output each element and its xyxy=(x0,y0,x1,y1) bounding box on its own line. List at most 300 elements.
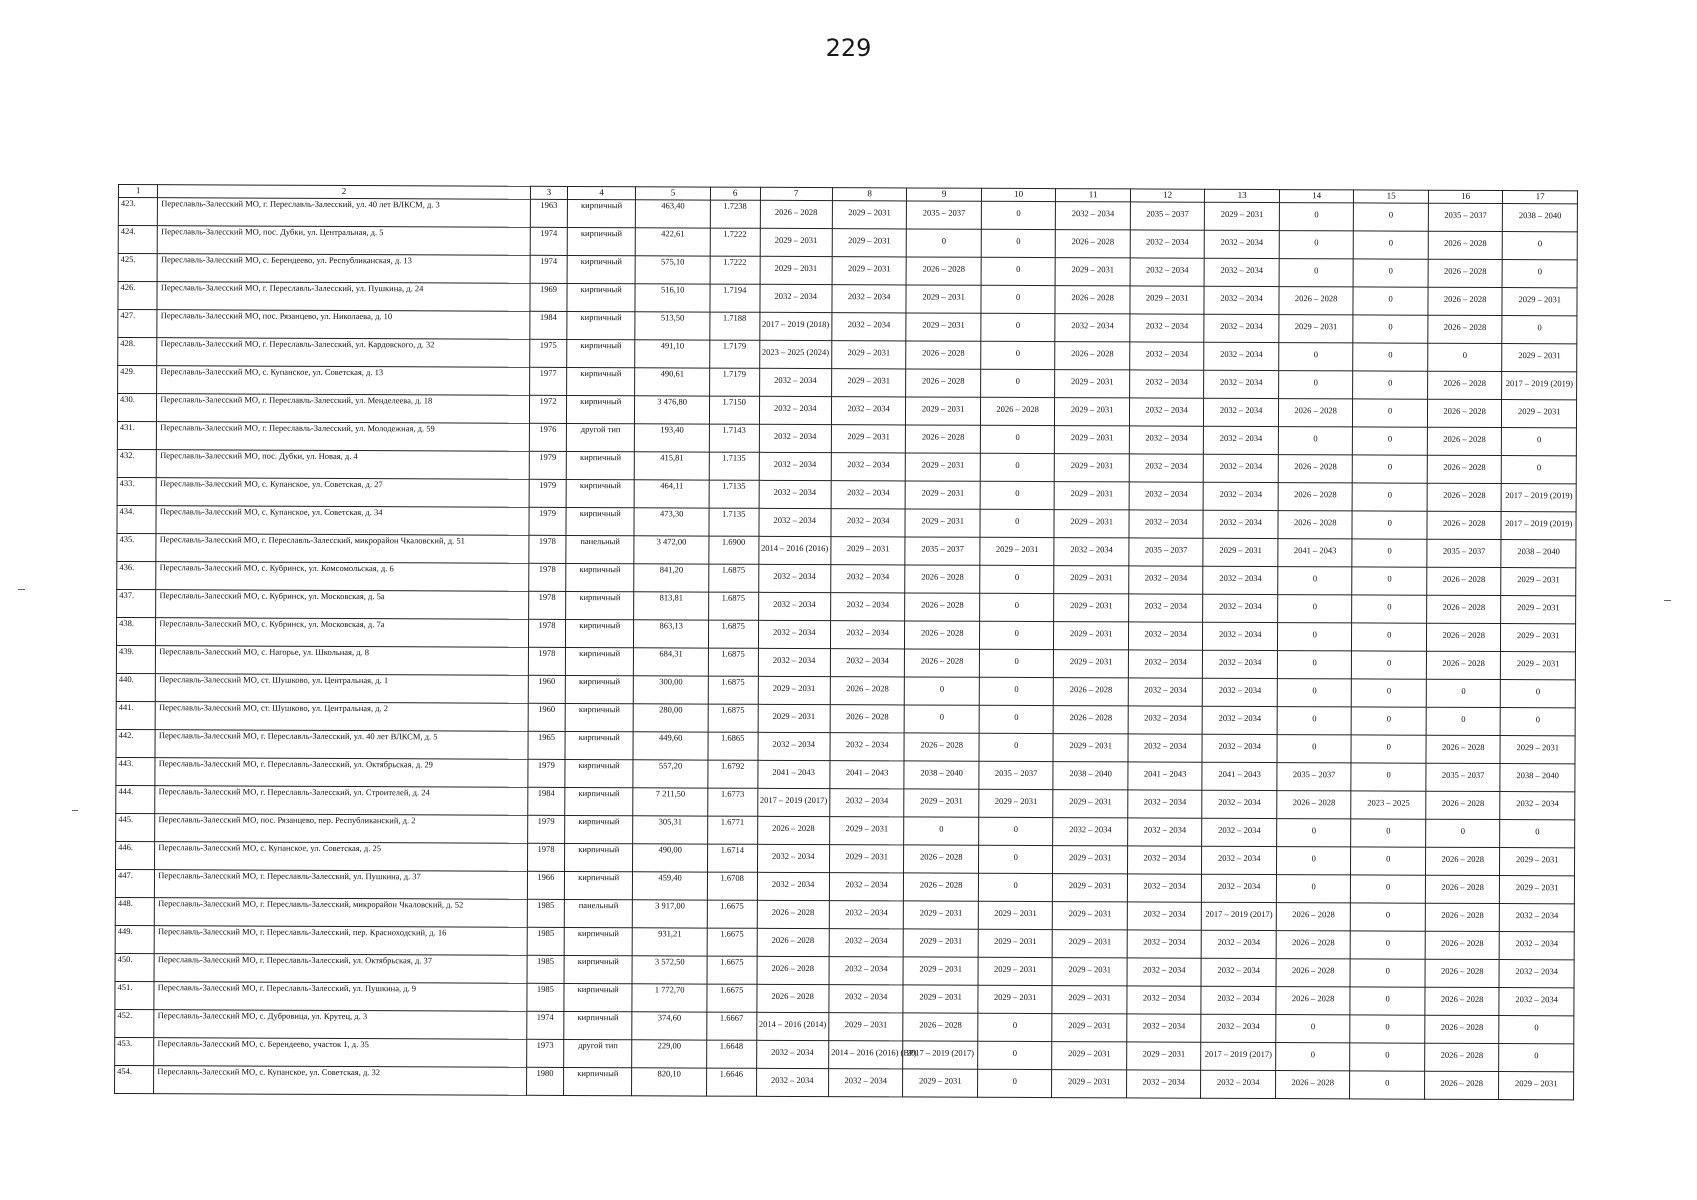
cell-works-col-9: 0 xyxy=(904,817,979,845)
cell-wall-material: другой тип xyxy=(566,423,634,451)
cell-works-col-15: 0 xyxy=(1350,959,1425,987)
cell-works-col-17: 2029 – 2031 xyxy=(1501,568,1576,596)
cell-works-col-17: 0 xyxy=(1502,316,1577,344)
cell-works-col-16: 2026 – 2028 xyxy=(1424,1071,1499,1099)
cell-works-col-14: 2026 – 2028 xyxy=(1277,791,1352,819)
cell-works-col-11: 2032 – 2034 xyxy=(1055,314,1130,342)
cell-priority-coefficient: 1.6675 xyxy=(707,900,757,928)
cell-works-col-10: 2029 – 2031 xyxy=(978,901,1053,929)
cell-works-col-16: 2026 – 2028 xyxy=(1426,735,1501,763)
cell-works-col-16: 2026 – 2028 xyxy=(1425,959,1500,987)
cell-works-col-9: 2029 – 2031 xyxy=(904,901,979,929)
cell-works-col-14: 2026 – 2028 xyxy=(1279,287,1354,315)
cell-address: Переславль-Залесский МО, г. Переславль-Залесский, ул. Кардовского, д. 32 xyxy=(157,338,530,368)
cell-wall-material: кирпичный xyxy=(566,591,634,619)
cell-build-year: 1985 xyxy=(527,983,564,1011)
cell-works-col-8: 2029 – 2031 xyxy=(832,369,907,397)
cell-works-col-13: 2032 – 2034 xyxy=(1202,930,1277,958)
cell-works-col-16: 2035 – 2037 xyxy=(1427,539,1502,567)
cell-priority-coefficient: 1.7194 xyxy=(710,284,760,312)
cell-works-col-15: 0 xyxy=(1350,1071,1425,1099)
cell-works-col-11: 2029 – 2031 xyxy=(1052,958,1127,986)
cell-works-col-12: 2032 – 2034 xyxy=(1129,398,1204,426)
column-header: 9 xyxy=(907,188,982,201)
cell-works-col-17: 2038 – 2040 xyxy=(1500,764,1575,792)
cell-address: Переславль-Залесский МО, г. Переславль-Залесский, ул. Пушкина, д. 24 xyxy=(157,282,530,312)
cell-works-col-9: 2029 – 2031 xyxy=(903,985,978,1013)
cell-works-col-12: 2032 – 2034 xyxy=(1127,1014,1202,1042)
cell-works-col-13: 2032 – 2034 xyxy=(1205,230,1280,258)
cell-works-col-7: 2026 – 2028 xyxy=(757,900,830,928)
cell-works-col-14: 2026 – 2028 xyxy=(1275,1071,1350,1099)
cell-area: 193,40 xyxy=(635,424,710,452)
cell-wall-material: кирпичный xyxy=(567,255,635,283)
column-header: 3 xyxy=(530,186,567,199)
cell-works-col-13: 2029 – 2031 xyxy=(1205,202,1280,230)
cell-works-col-16: 2026 – 2028 xyxy=(1426,791,1501,819)
cell-works-col-13: 2032 – 2034 xyxy=(1202,846,1277,874)
cell-works-col-15: 0 xyxy=(1351,847,1426,875)
cell-works-col-12: 2032 – 2034 xyxy=(1128,706,1203,734)
cell-works-col-13: 2032 – 2034 xyxy=(1201,1070,1276,1098)
cell-works-col-10: 0 xyxy=(981,313,1056,341)
cell-area: 863,13 xyxy=(634,620,709,648)
cell-wall-material: кирпичный xyxy=(566,563,634,591)
cell-row-number: 444. xyxy=(116,785,155,813)
cell-works-col-13: 2017 – 2019 (2017) xyxy=(1202,902,1277,930)
cell-works-col-12: 2032 – 2034 xyxy=(1127,958,1202,986)
cell-works-col-12: 2032 – 2034 xyxy=(1129,426,1204,454)
cell-works-col-10: 0 xyxy=(981,229,1056,257)
cell-works-col-8: 2029 – 2031 xyxy=(830,817,905,845)
cell-area: 841,20 xyxy=(634,564,709,592)
cell-works-col-12: 2032 – 2034 xyxy=(1128,622,1203,650)
cell-works-col-7: 2014 – 2016 (2016) xyxy=(758,536,831,564)
cell-address: Переславль-Залесский МО, г. Переславль-Залесский, ул. 40 лет ВЛКСМ, д. 5 xyxy=(155,730,528,760)
cell-works-col-7: 2029 – 2031 xyxy=(758,676,831,704)
cell-build-year: 1980 xyxy=(526,1067,563,1095)
cell-works-col-8: 2032 – 2034 xyxy=(829,873,904,901)
cell-works-col-8: 2032 – 2034 xyxy=(829,929,904,957)
cell-build-year: 1965 xyxy=(528,731,565,759)
cell-works-col-12: 2032 – 2034 xyxy=(1127,902,1202,930)
cell-works-col-17: 2038 – 2040 xyxy=(1501,540,1576,568)
cell-priority-coefficient: 1.6875 xyxy=(708,704,758,732)
cell-works-col-12: 2032 – 2034 xyxy=(1129,594,1204,622)
cell-works-col-7: 2032 – 2034 xyxy=(759,284,832,312)
cell-works-col-11: 2029 – 2031 xyxy=(1053,790,1128,818)
cell-works-col-11: 2029 – 2031 xyxy=(1052,986,1127,1014)
cell-works-col-15: 0 xyxy=(1352,651,1427,679)
cell-works-col-11: 2029 – 2031 xyxy=(1055,482,1130,510)
cell-works-col-17: 2029 – 2031 xyxy=(1501,652,1576,680)
cell-works-col-8: 2029 – 2031 xyxy=(832,257,907,285)
cell-works-col-15: 0 xyxy=(1353,483,1428,511)
cell-row-number: 425. xyxy=(118,254,157,282)
cell-priority-coefficient: 1.7179 xyxy=(710,340,760,368)
cell-address: Переславль-Залесский МО, г. Переславль-Залесский, пер. Красноходский, д. 16 xyxy=(154,926,527,956)
cell-works-col-15: 0 xyxy=(1351,931,1426,959)
cell-row-number: 432. xyxy=(117,449,156,477)
cell-address: Переславль-Залесский МО, г. Переславль-Залесский, ул. 40 лет ВЛКСМ, д. 3 xyxy=(158,198,531,228)
cell-build-year: 1979 xyxy=(528,759,565,787)
cell-works-col-13: 2032 – 2034 xyxy=(1204,342,1279,370)
cell-works-col-16: 2026 – 2028 xyxy=(1425,1043,1500,1071)
cell-works-col-8: 2041 – 2043 xyxy=(830,761,905,789)
cell-works-col-9: 2029 – 2031 xyxy=(903,1069,978,1097)
cell-works-col-12: 2032 – 2034 xyxy=(1128,790,1203,818)
cell-priority-coefficient: 1.7135 xyxy=(709,480,759,508)
cell-works-col-8: 2029 – 2031 xyxy=(832,201,907,229)
cell-area: 374,60 xyxy=(632,1012,707,1040)
cell-works-col-17: 0 xyxy=(1499,1016,1574,1044)
cell-works-col-10: 0 xyxy=(981,201,1056,229)
cell-row-number: 450. xyxy=(115,953,154,981)
cell-works-col-17: 2029 – 2031 xyxy=(1500,736,1575,764)
cell-works-col-8: 2032 – 2034 xyxy=(830,789,905,817)
cell-works-col-9: 2029 – 2031 xyxy=(906,285,981,313)
cell-build-year: 1972 xyxy=(529,395,566,423)
cell-area: 3 917,00 xyxy=(633,900,708,928)
cell-works-col-7: 2032 – 2034 xyxy=(759,424,832,452)
cell-works-col-14: 0 xyxy=(1276,847,1351,875)
cell-works-col-17: 2032 – 2034 xyxy=(1500,904,1575,932)
cell-works-col-11: 2026 – 2028 xyxy=(1055,342,1130,370)
cell-works-col-12: 2035 – 2037 xyxy=(1130,202,1205,230)
cell-build-year: 1979 xyxy=(529,451,566,479)
column-header: 8 xyxy=(832,188,907,201)
cell-works-col-8: 2029 – 2031 xyxy=(829,1013,904,1041)
cell-works-col-14: 0 xyxy=(1279,343,1354,371)
cell-works-col-8: 2032 – 2034 xyxy=(829,957,904,985)
cell-works-col-12: 2032 – 2034 xyxy=(1127,846,1202,874)
cell-wall-material: кирпичный xyxy=(564,955,632,983)
cell-row-number: 433. xyxy=(117,477,156,505)
cell-works-col-17: 2029 – 2031 xyxy=(1501,596,1576,624)
cell-works-col-16: 2026 – 2028 xyxy=(1428,231,1503,259)
column-header: 10 xyxy=(981,188,1056,201)
cell-works-col-15: 0 xyxy=(1354,231,1429,259)
cell-works-col-12: 2032 – 2034 xyxy=(1128,650,1203,678)
cell-works-col-15: 0 xyxy=(1353,399,1428,427)
cell-works-col-8: 2032 – 2034 xyxy=(831,481,906,509)
cell-works-col-7: 2032 – 2034 xyxy=(758,508,831,536)
cell-address: Переславль-Залесский МО, г. Переславль-Залесский, ул. Октябрьская, д. 37 xyxy=(154,954,527,984)
cell-works-col-14: 0 xyxy=(1278,427,1353,455)
cell-area: 415,81 xyxy=(635,452,710,480)
cell-works-col-13: 2032 – 2034 xyxy=(1204,426,1279,454)
cell-works-col-14: 0 xyxy=(1277,651,1352,679)
cell-works-col-7: 2026 – 2028 xyxy=(757,816,830,844)
cell-works-col-9: 2029 – 2031 xyxy=(906,313,981,341)
cell-works-col-15: 0 xyxy=(1353,343,1428,371)
cell-works-col-11: 2029 – 2031 xyxy=(1054,566,1129,594)
cell-works-col-10: 0 xyxy=(981,341,1056,369)
cell-works-col-15: 0 xyxy=(1352,623,1427,651)
column-header: 4 xyxy=(567,186,635,199)
cell-works-col-11: 2026 – 2028 xyxy=(1055,286,1130,314)
cell-row-number: 429. xyxy=(118,366,157,394)
cell-works-col-16: 2026 – 2028 xyxy=(1425,875,1500,903)
cell-row-number: 449. xyxy=(115,925,154,953)
cell-works-col-14: 2026 – 2028 xyxy=(1276,987,1351,1015)
cell-works-col-7: 2041 – 2043 xyxy=(757,760,830,788)
cell-works-col-9: 2035 – 2037 xyxy=(907,201,982,229)
cell-wall-material: кирпичный xyxy=(565,647,633,675)
table-row xyxy=(115,1065,1574,1099)
cell-works-col-14: 0 xyxy=(1277,819,1352,847)
cell-wall-material: кирпичный xyxy=(565,759,633,787)
cell-works-col-14: 2026 – 2028 xyxy=(1278,511,1353,539)
cell-build-year: 1975 xyxy=(530,339,567,367)
cell-area: 280,00 xyxy=(633,704,708,732)
cell-works-col-14: 0 xyxy=(1279,203,1354,231)
cell-row-number: 438. xyxy=(116,617,155,645)
cell-works-col-17: 0 xyxy=(1503,232,1578,260)
cell-priority-coefficient: 1.6792 xyxy=(708,760,758,788)
cell-priority-coefficient: 1.6771 xyxy=(707,816,757,844)
cell-works-col-8: 2032 – 2034 xyxy=(829,901,904,929)
cell-works-col-10: 0 xyxy=(979,733,1054,761)
cell-works-col-16: 0 xyxy=(1426,679,1501,707)
cell-area: 1 772,70 xyxy=(632,984,707,1012)
cell-priority-coefficient: 1.6900 xyxy=(709,536,759,564)
cell-works-col-9: 2029 – 2031 xyxy=(903,957,978,985)
cell-area: 3 572,50 xyxy=(632,956,707,984)
cell-address: Переславль-Залесский МО, г. Переславль-Залесский, ул. Строителей, д. 24 xyxy=(155,786,528,816)
column-header: 5 xyxy=(636,187,711,200)
cell-works-col-11: 2029 – 2031 xyxy=(1053,930,1128,958)
cell-works-col-12: 2032 – 2034 xyxy=(1130,230,1205,258)
cell-works-col-11: 2029 – 2031 xyxy=(1053,734,1128,762)
cell-row-number: 446. xyxy=(116,841,155,869)
cell-works-col-13: 2032 – 2034 xyxy=(1201,1014,1276,1042)
cell-works-col-12: 2032 – 2034 xyxy=(1128,678,1203,706)
cell-address: Переславль-Залесский МО, с. Кубринск, ул. Комсомольская, д. 6 xyxy=(156,562,529,592)
cell-works-col-16: 2026 – 2028 xyxy=(1427,427,1502,455)
cell-works-col-8: 2029 – 2031 xyxy=(831,425,906,453)
cell-works-col-13: 2029 – 2031 xyxy=(1203,538,1278,566)
cell-works-col-7: 2026 – 2028 xyxy=(757,956,830,984)
cell-works-col-16: 2026 – 2028 xyxy=(1427,455,1502,483)
cell-priority-coefficient: 1.7135 xyxy=(709,452,759,480)
cell-priority-coefficient: 1.7238 xyxy=(710,200,760,228)
cell-works-col-12: 2032 – 2034 xyxy=(1129,566,1204,594)
cell-works-col-7: 2032 – 2034 xyxy=(757,872,830,900)
cell-works-col-13: 2032 – 2034 xyxy=(1202,734,1277,762)
cell-works-col-9: 2026 – 2028 xyxy=(903,1013,978,1041)
cell-wall-material: кирпичный xyxy=(567,395,635,423)
cell-build-year: 1984 xyxy=(530,311,567,339)
cell-works-col-13: 2032 – 2034 xyxy=(1201,958,1276,986)
cell-works-col-7: 2032 – 2034 xyxy=(758,648,831,676)
cell-works-col-9: 2038 – 2040 xyxy=(904,761,979,789)
cell-works-col-9: 2017 – 2019 (2017) xyxy=(903,1041,978,1069)
cell-works-col-17: 0 xyxy=(1500,820,1575,848)
cell-works-col-11: 2029 – 2031 xyxy=(1052,1070,1127,1098)
cell-area: 684,31 xyxy=(634,648,709,676)
cell-works-col-15: 0 xyxy=(1354,203,1429,231)
cell-area: 459,40 xyxy=(633,872,708,900)
cell-works-col-14: 0 xyxy=(1279,231,1354,259)
cell-wall-material: кирпичный xyxy=(566,619,634,647)
cell-works-col-8: 2032 – 2034 xyxy=(832,313,907,341)
cell-works-col-15: 0 xyxy=(1351,819,1426,847)
cell-works-col-12: 2032 – 2034 xyxy=(1130,314,1205,342)
cell-works-col-9: 2029 – 2031 xyxy=(906,481,981,509)
cell-works-col-9: 2026 – 2028 xyxy=(906,341,981,369)
cell-build-year: 1985 xyxy=(527,927,564,955)
cell-works-col-8: 2032 – 2034 xyxy=(832,285,907,313)
cell-works-col-16: 2026 – 2028 xyxy=(1428,315,1503,343)
cell-works-col-17: 2032 – 2034 xyxy=(1500,932,1575,960)
cell-works-col-7: 2029 – 2031 xyxy=(760,256,833,284)
cell-works-col-10: 0 xyxy=(980,481,1055,509)
cell-works-col-10: 0 xyxy=(979,649,1054,677)
cell-works-col-14: 0 xyxy=(1277,679,1352,707)
cell-works-col-10: 0 xyxy=(979,621,1054,649)
cell-works-col-16: 0 xyxy=(1426,707,1501,735)
page-number: 229 xyxy=(825,34,872,62)
cell-works-col-12: 2035 – 2037 xyxy=(1129,538,1204,566)
cell-build-year: 1978 xyxy=(527,843,564,871)
cell-works-col-10: 2029 – 2031 xyxy=(980,537,1055,565)
cell-works-col-12: 2032 – 2034 xyxy=(1128,734,1203,762)
cell-works-col-13: 2032 – 2034 xyxy=(1203,566,1278,594)
cell-works-col-15: 0 xyxy=(1351,763,1426,791)
cell-area: 449,60 xyxy=(633,732,708,760)
cell-works-col-9: 2026 – 2028 xyxy=(906,425,981,453)
cell-works-col-14: 2026 – 2028 xyxy=(1276,903,1351,931)
cell-works-col-10: 0 xyxy=(978,845,1053,873)
cell-works-col-15: 0 xyxy=(1352,595,1427,623)
cell-wall-material: кирпичный xyxy=(566,451,634,479)
cell-build-year: 1978 xyxy=(529,563,566,591)
cell-area: 513,50 xyxy=(635,312,710,340)
cell-works-col-13: 2032 – 2034 xyxy=(1201,986,1276,1014)
cell-works-col-10: 0 xyxy=(978,873,1053,901)
cell-works-col-8: 2032 – 2034 xyxy=(831,593,906,621)
cell-works-col-9: 0 xyxy=(907,229,982,257)
cell-works-col-9: 2026 – 2028 xyxy=(904,873,979,901)
cell-works-col-16: 2026 – 2028 xyxy=(1425,931,1500,959)
cell-works-col-14: 0 xyxy=(1277,623,1352,651)
cell-row-number: 441. xyxy=(116,701,155,729)
cell-build-year: 1974 xyxy=(527,1011,564,1039)
cell-works-col-12: 2041 – 2043 xyxy=(1128,762,1203,790)
cell-works-col-10: 2035 – 2037 xyxy=(979,761,1054,789)
cell-works-col-11: 2029 – 2031 xyxy=(1055,398,1130,426)
cell-wall-material: кирпичный xyxy=(567,367,635,395)
cell-works-col-14: 2026 – 2028 xyxy=(1278,399,1353,427)
cell-row-number: 426. xyxy=(118,282,157,310)
cell-works-col-13: 2032 – 2034 xyxy=(1204,454,1279,482)
cell-works-col-17: 2038 – 2040 xyxy=(1503,204,1578,232)
cell-works-col-13: 2032 – 2034 xyxy=(1204,398,1279,426)
cell-wall-material: кирпичный xyxy=(567,283,635,311)
margin-mark xyxy=(72,810,78,811)
cell-priority-coefficient: 1.7150 xyxy=(709,396,759,424)
cell-address: Переславль-Залесский МО, ст. Шушково, ул. Центральная, д. 2 xyxy=(155,702,528,732)
margin-mark xyxy=(1664,600,1671,601)
cell-works-col-7: 2032 – 2034 xyxy=(757,732,830,760)
cell-address: Переславль-Залесский МО, г. Переславль-Залесский, ул. Пушкина, д. 37 xyxy=(155,870,528,900)
cell-works-col-10: 0 xyxy=(978,1041,1053,1069)
cell-works-col-16: 2026 – 2028 xyxy=(1426,623,1501,651)
cell-works-col-11: 2029 – 2031 xyxy=(1052,1042,1127,1070)
cell-row-number: 451. xyxy=(115,981,154,1009)
cell-works-col-13: 2017 – 2019 (2017) xyxy=(1201,1042,1276,1070)
cell-priority-coefficient: 1.6773 xyxy=(708,788,758,816)
cell-row-number: 442. xyxy=(116,729,155,757)
cell-wall-material: другой тип xyxy=(564,1039,632,1067)
cell-address: Переславль-Залесский МО, г. Переславль-Залесский, ул. Менделеева, д. 18 xyxy=(157,394,530,424)
cell-area: 422,61 xyxy=(636,228,711,256)
cell-works-col-17: 0 xyxy=(1499,1044,1574,1072)
column-header: 12 xyxy=(1130,189,1205,202)
cell-works-col-11: 2026 – 2028 xyxy=(1056,230,1131,258)
cell-works-col-13: 2041 – 2043 xyxy=(1202,762,1277,790)
cell-row-number: 435. xyxy=(117,533,156,561)
column-header: 1 xyxy=(118,185,157,198)
cell-build-year: 1974 xyxy=(530,227,567,255)
cell-priority-coefficient: 1.6875 xyxy=(708,620,758,648)
cell-works-col-8: 2029 – 2031 xyxy=(832,341,907,369)
cell-works-col-14: 0 xyxy=(1278,371,1353,399)
cell-works-col-8: 2032 – 2034 xyxy=(831,397,906,425)
cell-works-col-9: 2026 – 2028 xyxy=(905,649,980,677)
cell-row-number: 439. xyxy=(116,645,155,673)
cell-works-col-15: 2023 – 2025 xyxy=(1351,791,1426,819)
cell-address: Переславль-Залесский МО, с. Кубринск, ул. Московская, д. 7а xyxy=(156,618,529,648)
cell-build-year: 1978 xyxy=(528,647,565,675)
cell-build-year: 1985 xyxy=(527,955,564,983)
cell-works-col-11: 2026 – 2028 xyxy=(1054,706,1129,734)
cell-works-col-12: 2032 – 2034 xyxy=(1129,510,1204,538)
cell-works-col-8: 2029 – 2031 xyxy=(831,537,906,565)
cell-works-col-11: 2026 – 2028 xyxy=(1054,678,1129,706)
cell-works-col-13: 2032 – 2034 xyxy=(1203,594,1278,622)
cell-build-year: 1976 xyxy=(529,423,566,451)
cell-build-year: 1960 xyxy=(528,675,565,703)
cell-works-col-15: 0 xyxy=(1350,1043,1425,1071)
cell-works-col-16: 2026 – 2028 xyxy=(1427,483,1502,511)
cell-area: 3 472,00 xyxy=(634,536,709,564)
column-header: 17 xyxy=(1503,191,1578,204)
cell-works-col-8: 2032 – 2034 xyxy=(830,621,905,649)
cell-works-col-17: 0 xyxy=(1501,680,1576,708)
cell-address: Переславль-Залесский МО, г. Переславль-Залесский, ул. Пушкина, д. 9 xyxy=(154,982,527,1012)
cell-works-col-10: 0 xyxy=(980,453,1055,481)
cell-wall-material: кирпичный xyxy=(564,871,632,899)
cell-works-col-17: 0 xyxy=(1501,708,1576,736)
cell-wall-material: панельный xyxy=(566,535,634,563)
cell-works-col-15: 0 xyxy=(1353,371,1428,399)
cell-priority-coefficient: 1.7135 xyxy=(709,508,759,536)
cell-works-col-14: 2029 – 2031 xyxy=(1279,315,1354,343)
cell-row-number: 452. xyxy=(115,1009,154,1037)
cell-address: Переславль-Залесский МО, пос. Дубки, ул. Центральная, д. 5 xyxy=(158,226,531,256)
cell-works-col-8: 2014 – 2016 (2016) (ВР) xyxy=(829,1041,904,1069)
cell-works-col-14: 2026 – 2028 xyxy=(1278,455,1353,483)
cell-works-col-13: 2032 – 2034 xyxy=(1204,286,1279,314)
cell-works-col-14: 0 xyxy=(1276,1043,1351,1071)
cell-works-col-12: 2032 – 2034 xyxy=(1127,874,1202,902)
cell-build-year: 1979 xyxy=(529,479,566,507)
cell-works-col-15: 0 xyxy=(1353,315,1428,343)
cell-area: 229,00 xyxy=(632,1040,707,1068)
cell-works-col-9: 0 xyxy=(905,705,980,733)
